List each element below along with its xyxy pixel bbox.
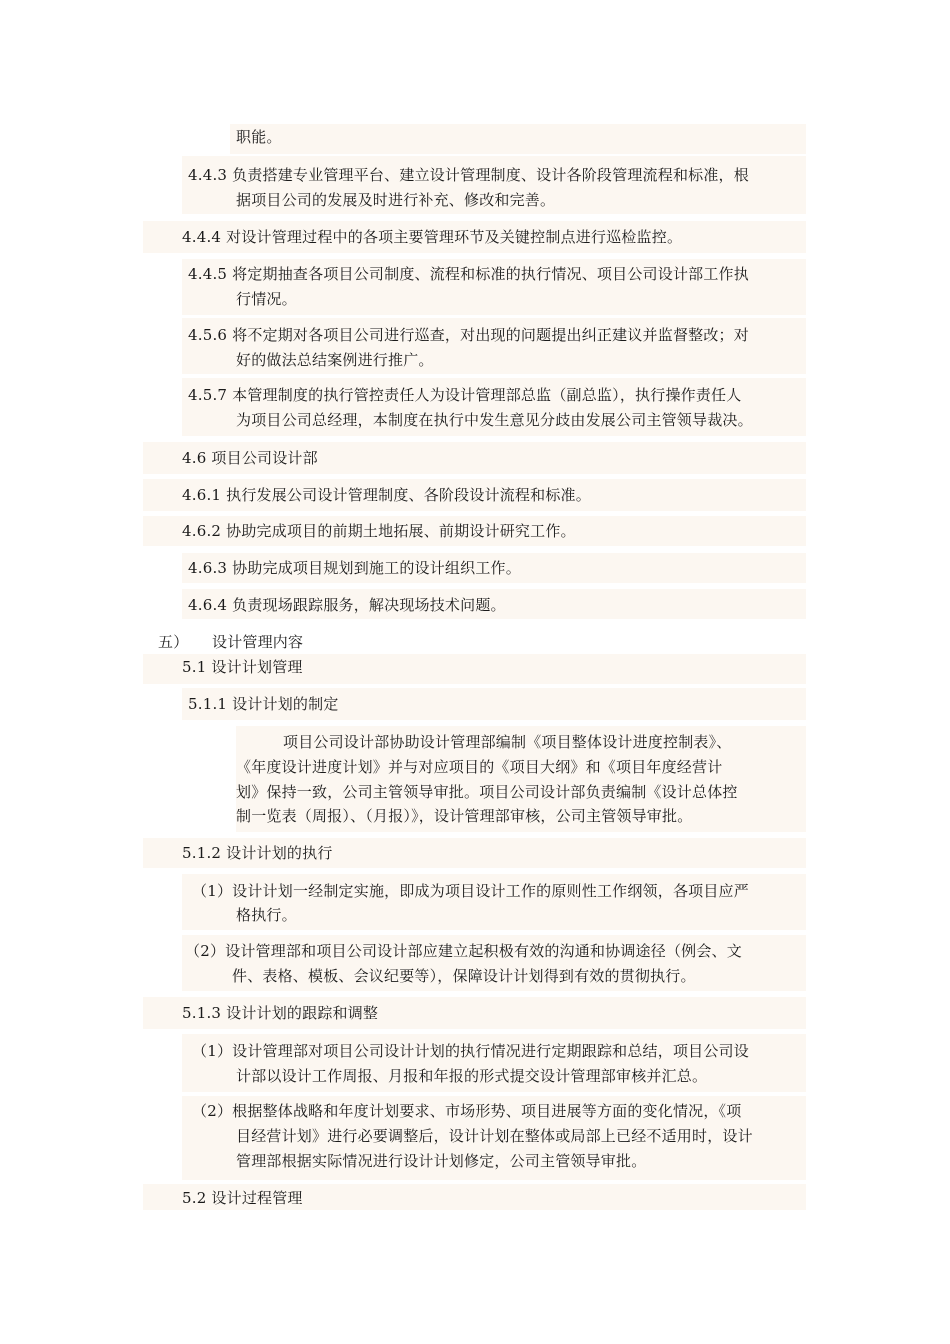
- text-line: 4.4.4 对设计管理过程中的各项主要管理环节及关键控制点进行巡检监控。: [182, 228, 683, 246]
- text-line: 4.6.4 负责现场跟踪服务，解决现场技术问题。: [188, 596, 506, 614]
- text-line: 件、表格、模板、会议纪要等），保障设计计划得到有效的贯彻执行。: [232, 967, 696, 985]
- text-line: 计部以设计工作周报、月报和年报的形式提交设计管理部审核并汇总。: [236, 1067, 708, 1085]
- chapter-number: 五）: [158, 633, 189, 651]
- text-line: 目经营计划》进行必要调整后，设计计划在整体或局部上已经不适用时，设计: [236, 1127, 753, 1145]
- subsection-heading: 5.1.2 设计计划的执行: [182, 844, 333, 862]
- paragraph-band: [230, 124, 806, 154]
- text-line: （1）设计管理部对项目公司设计计划的执行情况进行定期跟踪和总结，项目公司设: [192, 1042, 749, 1060]
- text-line: （2）设计管理部和项目公司设计部应建立起积极有效的沟通和协调途径（例会、文: [185, 942, 742, 960]
- text-line: 4.5.6 将不定期对各项目公司进行巡查，对出现的问题提出纠正建议并监督整改；对: [188, 326, 749, 344]
- text-line: （2）根据整体战略和年度计划要求、市场形势、项目进展等方面的变化情况，《项: [192, 1102, 742, 1120]
- text-line: 制一览表（周报）、（月报）》，设计管理部审核，公司主管领导审批。: [236, 807, 693, 825]
- text-line: 划》保持一致，公司主管领导审批。项目公司设计部负责编制《设计总体控: [236, 783, 738, 801]
- text-line: 4.5.7 本管理制度的执行管控责任人为设计管理部总监（副总监），执行操作责任人: [188, 386, 742, 404]
- text-line: 4.4.5 将定期抽查各项目公司制度、流程和标准的执行情况、项目公司设计部工作执: [188, 265, 749, 283]
- text-line: 管理部根据实际情况进行设计计划修定，公司主管领导审批。: [236, 1152, 647, 1170]
- text-line: （1）设计计划一经制定实施，即成为项目设计工作的原则性工作纲领，各项目应严: [192, 882, 749, 900]
- section-heading: 4.6 项目公司设计部: [182, 449, 318, 467]
- text-line: 格执行。: [236, 906, 297, 924]
- text-line: 4.6.3 协助完成项目规划到施工的设计组织工作。: [188, 559, 521, 577]
- text-line: 4.6.1 执行发展公司设计管理制度、各阶段设计流程和标准。: [182, 486, 591, 504]
- chapter-title: 设计管理内容: [212, 633, 304, 651]
- text-line: 4.6.2 协助完成项目的前期土地拓展、前期设计研究工作。: [182, 522, 576, 540]
- section-heading: 5.2 设计过程管理: [182, 1189, 303, 1207]
- text-line: 好的做法总结案例进行推广。: [236, 351, 434, 369]
- text-line: 为项目公司总经理，本制度在执行中发生意见分歧由发展公司主管领导裁决。: [236, 411, 753, 429]
- subsection-heading: 5.1.3 设计计划的跟踪和调整: [182, 1004, 379, 1022]
- text-line: 职能。: [236, 128, 282, 146]
- text-line: 项目公司设计部协助设计管理部编制《项目整体设计进度控制表》、: [283, 733, 732, 751]
- text-line: 行情况。: [236, 290, 297, 308]
- text-line: 《年度设计进度计划》并与对应项目的《项目大纲》和《项目年度经营计: [236, 758, 723, 776]
- text-line: 4.4.3 负责搭建专业管理平台、建立设计管理制度、设计各阶段管理流程和标准，根: [188, 166, 749, 184]
- text-line: 据项目公司的发展及时进行补充、修改和完善。: [236, 191, 556, 209]
- section-heading: 5.1 设计计划管理: [182, 658, 303, 676]
- subsection-heading: 5.1.1 设计计划的制定: [188, 695, 339, 713]
